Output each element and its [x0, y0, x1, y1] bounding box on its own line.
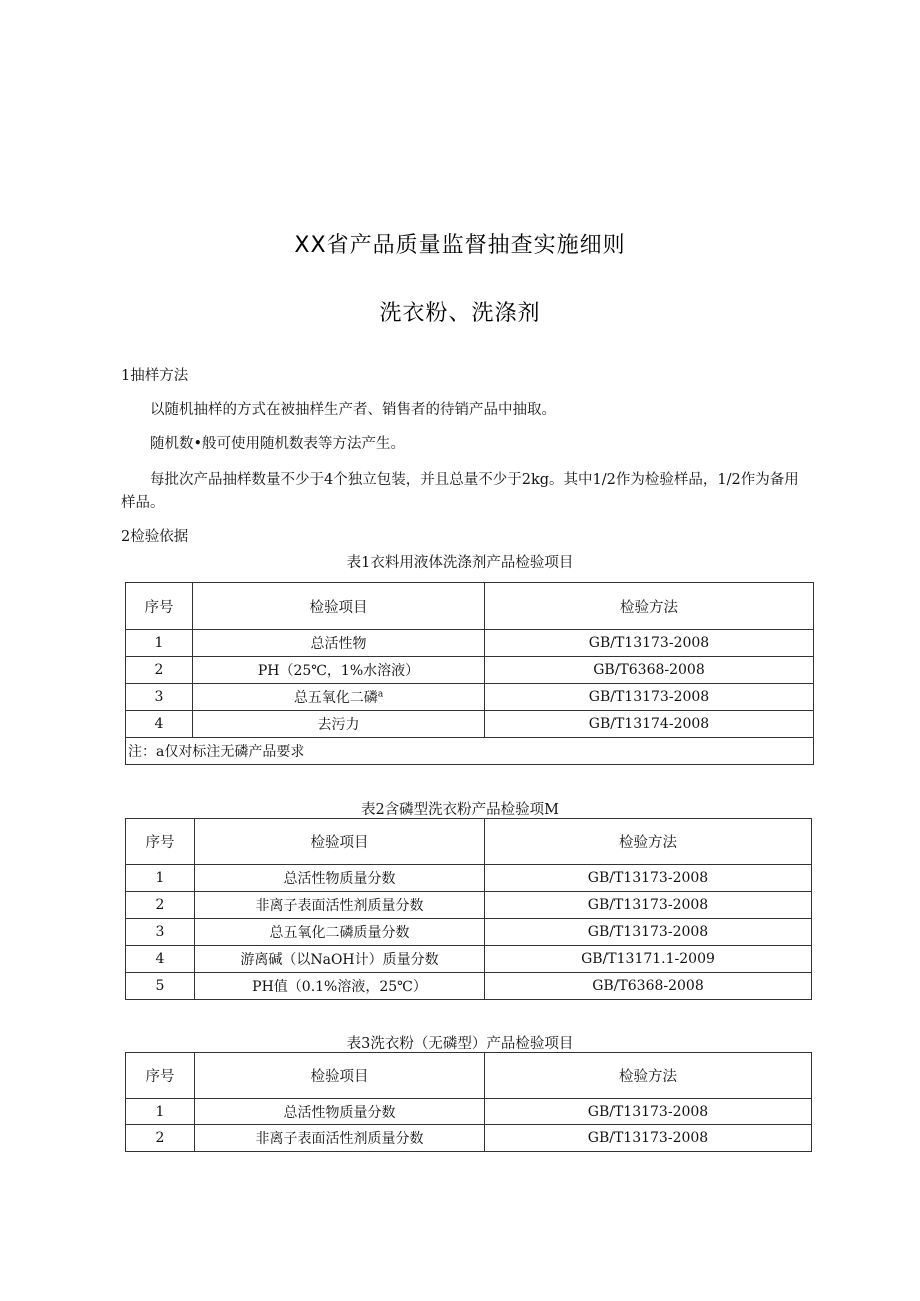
row-method: GB/T13173-2008 [485, 1099, 812, 1125]
row-item: 游离碱（以NaOH计）质量分数 [195, 946, 485, 973]
row-item: 非离子表面活性剂质量分数 [195, 892, 485, 919]
row-method: GB/T6368-2008 [485, 657, 814, 684]
row-item: 总五氧化二磷 [293, 690, 378, 706]
row-no: 4 [126, 711, 193, 738]
document-title: XX省产品质量监督抽查实施细则 [294, 233, 626, 258]
row-no: 2 [126, 1125, 195, 1152]
row-method: GB/T13173-2008 [485, 1125, 812, 1152]
row-item: 去污力 [193, 711, 485, 738]
header-no: 序号 [126, 1053, 195, 1099]
footnote-marker: a [377, 689, 384, 700]
row-item: PH值（0.1%溶液，25℃） [195, 973, 485, 1000]
row-method: GB/T13173-2008 [485, 684, 814, 711]
header-item: 检验项目 [195, 1053, 485, 1099]
row-no: 4 [126, 946, 195, 973]
row-method: GB/T13173-2008 [485, 919, 812, 946]
table-3-header-row [126, 1053, 812, 1099]
table-3 [125, 1052, 812, 1152]
paragraph-sampling-method: 以随机抽样的方式在被抽样生产者、销售者的待销产品中抽取。 [150, 402, 556, 418]
row-item: PH（25℃，1%水溶液） [193, 657, 485, 684]
row-method: GB/T13171.1-2009 [485, 946, 812, 973]
header-item: 检验项目 [195, 819, 485, 865]
row-item: 总活性物 [193, 630, 485, 657]
table-note-row [126, 738, 814, 765]
row-item: 非离子表面活性剂质量分数 [195, 1125, 485, 1152]
paragraph-sample-quantity: 每批次产品抽样数量不少于4个独立包装，并且总量不少于2kg。其中1/2作为检验样品，1/2作为备用样品。 [121, 472, 799, 511]
table-row [126, 1125, 812, 1152]
table-2-header-row [126, 819, 812, 865]
table-row [126, 630, 814, 657]
row-no: 3 [126, 919, 195, 946]
row-item: 总活性物质量分数 [195, 1099, 485, 1125]
row-no: 1 [126, 865, 195, 892]
row-no: 5 [126, 973, 195, 1000]
header-no: 序号 [126, 819, 195, 865]
header-method: 检验方法 [485, 583, 814, 630]
document-subtitle: 洗衣粉、洗涤剂 [379, 301, 541, 326]
table-row [126, 946, 812, 973]
row-method: GB/T13173-2008 [485, 865, 812, 892]
table-row [126, 684, 814, 711]
paragraph-random-number: 随机数•般可使用随机数表等方法产生。 [150, 436, 406, 452]
section-1-heading: 1抽样方法 [121, 368, 189, 384]
header-no: 序号 [126, 583, 193, 630]
table-row [126, 657, 814, 684]
header-item: 检验项目 [193, 583, 485, 630]
table-row [126, 892, 812, 919]
row-no: 2 [126, 892, 195, 919]
row-method: GB/T13174-2008 [485, 711, 814, 738]
row-no: 1 [126, 630, 193, 657]
row-method: GB/T6368-2008 [485, 973, 812, 1000]
header-method: 检验方法 [485, 819, 812, 865]
table-row [126, 711, 814, 738]
row-no: 1 [126, 1099, 195, 1125]
table-row [126, 1099, 812, 1125]
table-row [126, 973, 812, 1000]
table-2-caption: 表2含磷型洗衣粉产品检验项M [360, 802, 560, 818]
table-1-caption: 表1衣料用液体洗涤剂产品检验项目 [346, 555, 574, 571]
header-method: 检验方法 [485, 1053, 812, 1099]
row-no: 3 [126, 684, 193, 711]
table-3-caption: 表3洗衣粉（无磷型）产品检验项目 [346, 1036, 574, 1052]
row-item-cell [193, 684, 485, 711]
row-method: GB/T13173-2008 [485, 892, 812, 919]
table-1 [125, 582, 814, 765]
row-method: GB/T13173-2008 [485, 630, 814, 657]
row-item: 总活性物质量分数 [195, 865, 485, 892]
table-1-header-row [126, 583, 814, 630]
table-row [126, 919, 812, 946]
table-1-note: 注：a仅对标注无磷产品要求 [126, 738, 814, 765]
row-no: 2 [126, 657, 193, 684]
table-2 [125, 818, 812, 1000]
section-2-heading: 2检验依据 [121, 529, 189, 545]
row-item: 总五氧化二磷质量分数 [195, 919, 485, 946]
table-row [126, 865, 812, 892]
